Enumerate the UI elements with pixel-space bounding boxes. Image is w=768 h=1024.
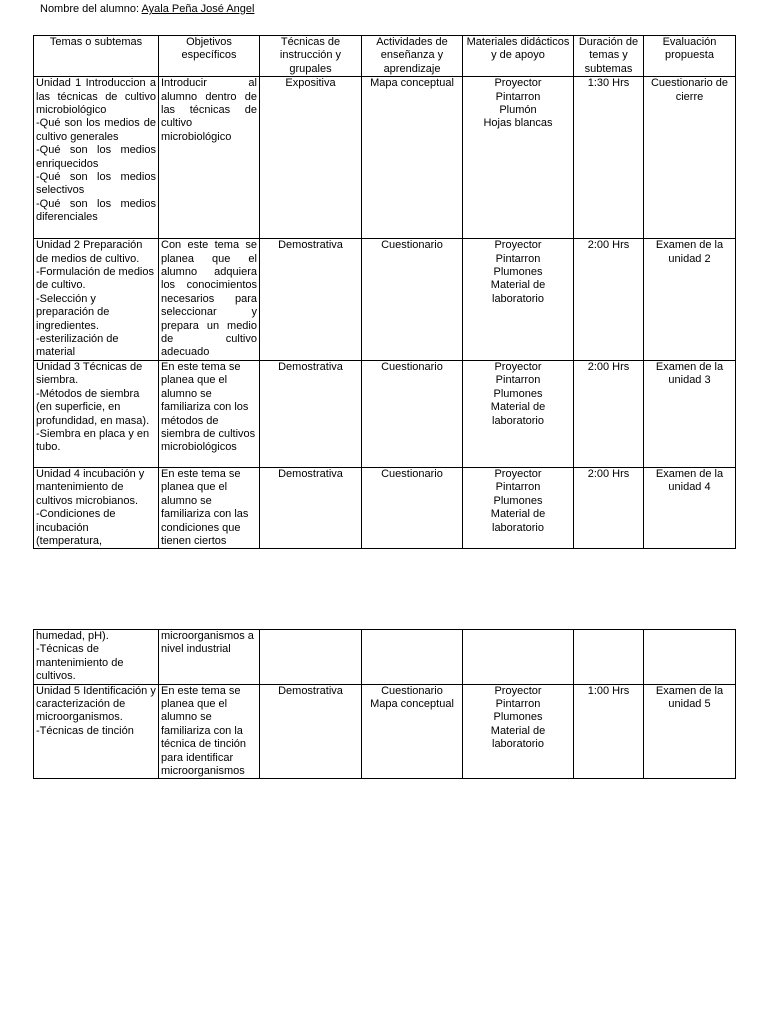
cell-evaluacion: Examen de la unidad 5: [644, 684, 736, 779]
cell-actividades: [362, 630, 463, 685]
material-line: Plumones: [493, 387, 543, 400]
material-line: Plumón: [499, 104, 537, 117]
cell-materiales: [463, 239, 574, 361]
cell-tecnicas: Demostrativa: [260, 684, 362, 779]
temas-line: Unidad 3 Técnicas de siembra.: [36, 360, 143, 387]
cell-tecnicas: Demostrativa: [260, 360, 362, 467]
material-line: Plumones: [493, 494, 543, 507]
student-label: Nombre del alumno:: [40, 3, 140, 15]
header-objetivos: Objetivos específicos: [159, 36, 260, 77]
cell-actividades: [362, 467, 463, 548]
header-temas: Temas o subtemas: [34, 36, 159, 77]
cell-evaluacion: Examen de la unidad 2: [644, 239, 736, 361]
temas-line: -Condiciones de incubación (temperatura,: [36, 508, 116, 547]
material-line: Material de laboratorio: [490, 508, 546, 534]
temas-line: -Métodos de siembra (en superficie, en profundidad, en masa).: [36, 387, 150, 427]
material-line: Pintarron: [495, 374, 541, 387]
temas-line: -esterilización de material: [36, 333, 119, 359]
cell-objetivos: En este tema se planea que el alumno se familiariza con los métodos de siembra de cultivos microbiológicos: [159, 360, 260, 467]
actividad-line: Cuestionario: [381, 239, 443, 252]
material-line: Hojas blancas: [483, 117, 553, 130]
table-row: [34, 467, 736, 548]
cell-materiales: [463, 360, 574, 467]
cell-temas: [34, 630, 159, 685]
cell-actividades: [362, 239, 463, 361]
temas-line: -Qué son los medios diferenciales: [36, 197, 156, 224]
material-line: Pintarron: [495, 698, 541, 711]
actividad-line: Cuestionario: [381, 467, 443, 480]
cell-actividades: [362, 77, 463, 239]
cell-evaluacion: Examen de la unidad 4: [644, 467, 736, 548]
cell-evaluacion: Cuestionario de cierre: [644, 77, 736, 239]
table-row: [34, 239, 736, 361]
header-row: [34, 36, 736, 77]
cell-tecnicas: Expositiva: [260, 77, 362, 239]
actividad-line: Mapa conceptual: [370, 77, 454, 90]
cell-objetivos: En este tema se planea que el alumno se familiariza con la técnica de tinción para identificar microorganismos: [159, 684, 260, 779]
material-line: Proyector: [494, 77, 542, 90]
student-name-line: [40, 2, 254, 16]
table-row: [34, 684, 736, 779]
student-name: Ayala Peña José Angel: [141, 3, 255, 15]
material-line: Pintarron: [495, 90, 541, 103]
temas-line: -Técnicas de tinción: [36, 724, 134, 737]
cell-duracion: 2:00 Hrs: [574, 239, 644, 361]
temas-line: -Qué son los medios selectivos: [36, 171, 156, 197]
actividad-line: Cuestionario: [381, 360, 443, 373]
temas-line: -Técnicas de mantenimiento de cultivos.: [36, 643, 124, 683]
material-line: Plumones: [493, 266, 543, 279]
header-duracion: Duración de temas y subtemas: [574, 36, 644, 77]
cell-duracion: [574, 630, 644, 685]
material-line: Pintarron: [495, 481, 541, 494]
cell-objetivos: microorganismos a nivel industrial: [159, 630, 260, 685]
cell-actividades: [362, 684, 463, 779]
cell-tecnicas: [260, 630, 362, 685]
material-line: Proyector: [494, 239, 542, 252]
cell-materiales: [463, 467, 574, 548]
header-actividades: Actividades de enseñanza y aprendizaje: [362, 36, 463, 77]
table-row: [34, 77, 736, 239]
temas-line: Unidad 5 Identificación y caracterización de microorganismos.: [36, 684, 156, 724]
cell-materiales: [463, 630, 574, 685]
lesson-plan-table-page-2: [33, 629, 736, 779]
actividad-line: Mapa conceptual: [370, 698, 454, 711]
table-row: [34, 630, 736, 685]
cell-duracion: 1:00 Hrs: [574, 684, 644, 779]
cell-evaluacion: [644, 630, 736, 685]
cell-temas: [34, 684, 159, 779]
temas-line: Unidad 1 Introduccion a las técnicas de cultivo microbiológico: [36, 77, 156, 117]
cell-materiales: [463, 77, 574, 239]
cell-temas: [34, 77, 159, 239]
cell-temas: [34, 239, 159, 361]
cell-objetivos: Con este tema se planea que el alumno adquiera los conocimientos necesarios para seleccionar y prepara un medio de cultivo adecuado: [159, 239, 260, 361]
actividad-line: Cuestionario: [381, 684, 443, 697]
temas-line: -Qué son los medios enriquecidos: [36, 144, 156, 170]
material-line: Material de laboratorio: [490, 401, 546, 427]
cell-objetivos: Introducir al alumno dentro de las técnicas de cultivo microbiológico: [159, 77, 260, 239]
table-row: [34, 360, 736, 467]
cell-evaluacion: Examen de la unidad 3: [644, 360, 736, 467]
cell-tecnicas: Demostrativa: [260, 239, 362, 361]
cell-objetivos: En este tema se planea que el alumno se familiariza con las condiciones que tienen ciertos: [159, 467, 260, 548]
material-line: Proyector: [494, 467, 542, 480]
temas-line: -Qué son los medios de cultivo generales: [36, 117, 156, 143]
cell-materiales: [463, 684, 574, 779]
cell-duracion: 2:00 Hrs: [574, 360, 644, 467]
cell-temas: [34, 467, 159, 548]
cell-actividades: [362, 360, 463, 467]
material-line: Proyector: [494, 360, 542, 373]
temas-line: -Siembra en placa y en tubo.: [36, 427, 150, 454]
material-line: Material de laboratorio: [490, 724, 546, 751]
temas-line: -Formulación de medios de cultivo.: [36, 266, 154, 292]
header-materiales: Materiales didácticos y de apoyo: [463, 36, 574, 77]
cell-duracion: 1:30 Hrs: [574, 77, 644, 239]
cell-temas: [34, 360, 159, 467]
cell-tecnicas: Demostrativa: [260, 467, 362, 548]
cell-duracion: 2:00 Hrs: [574, 467, 644, 548]
header-tecnicas: Técnicas de instrucción y grupales: [260, 36, 362, 77]
temas-line: -Selección y preparación de ingredientes.: [36, 292, 110, 332]
lesson-plan-table-page-1: [33, 35, 736, 549]
material-line: Proyector: [494, 684, 542, 697]
temas-line: Unidad 2 Preparación de medios de cultivo.: [36, 239, 143, 265]
material-line: Pintarron: [495, 252, 541, 265]
header-evaluacion: Evaluación propuesta: [644, 36, 736, 77]
material-line: Material de laboratorio: [490, 279, 546, 305]
material-line: Plumones: [493, 711, 543, 724]
temas-line: humedad, pH).: [36, 630, 109, 642]
temas-line: Unidad 4 incubación y mantenimiento de cultivos microbianos.: [36, 467, 145, 507]
